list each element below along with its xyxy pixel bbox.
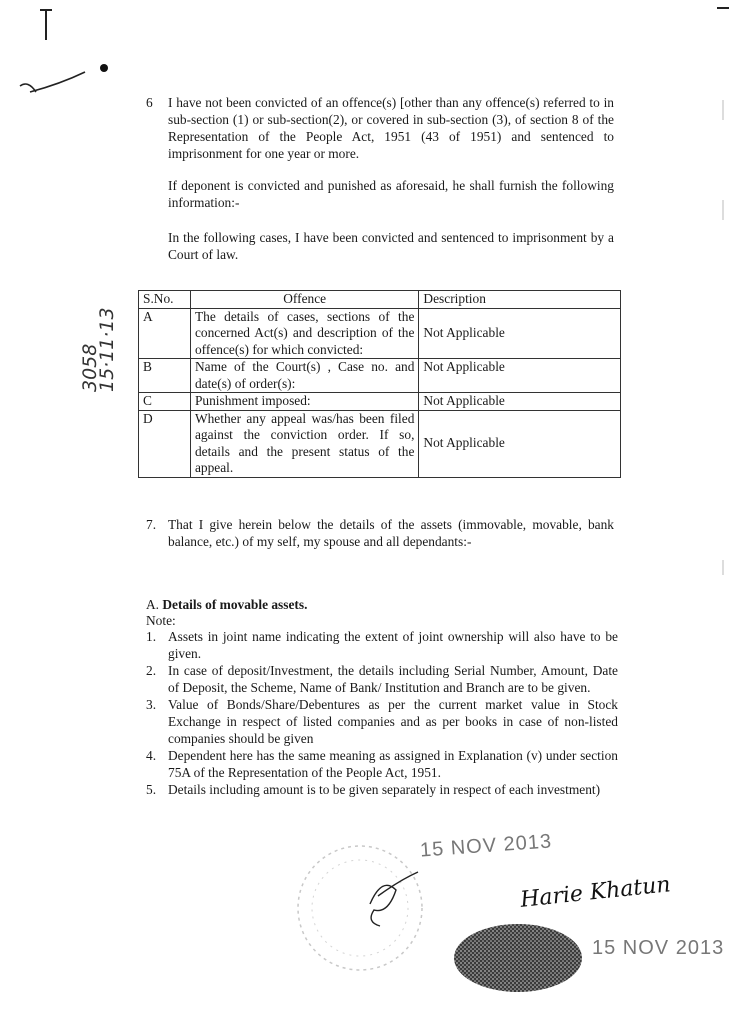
row-offence: The details of cases, sections of the concerned Act(s) and description of the offence(s) for which convicted: bbox=[190, 308, 418, 359]
signature: Harie Khatun bbox=[519, 872, 672, 913]
row-sno: B bbox=[139, 359, 191, 393]
date-stamp-bottom: 15 NOV 2013 bbox=[592, 937, 725, 959]
paragraph-7-number: 7. bbox=[146, 517, 157, 532]
list-item bbox=[146, 628, 618, 662]
conviction-table bbox=[138, 290, 621, 478]
notes-list bbox=[146, 628, 618, 798]
list-item bbox=[146, 747, 618, 781]
seal-stamp bbox=[270, 830, 440, 980]
note-number: 5. bbox=[146, 782, 157, 797]
note-number: 3. bbox=[146, 697, 157, 712]
table-header-row bbox=[139, 291, 621, 309]
paragraph-6 bbox=[146, 94, 614, 162]
section-a-heading bbox=[146, 596, 307, 613]
table-row bbox=[139, 359, 621, 393]
margin-note: 3058 15·11·13 bbox=[79, 307, 118, 392]
section-a-prefix: A. bbox=[146, 597, 160, 612]
table-row bbox=[139, 308, 621, 359]
section-a-title: Details of movable assets. bbox=[162, 597, 308, 612]
header-description: Description bbox=[419, 291, 621, 309]
row-description: Not Applicable bbox=[419, 359, 621, 393]
note-text: Details including amount is to be given separately in respect of each investment) bbox=[168, 782, 601, 797]
conviction-statement: In the following cases, I have been convicted and sentenced to imprisonment by a Court of law. bbox=[168, 230, 614, 262]
header-offence: Offence bbox=[190, 291, 418, 309]
row-sno: A bbox=[139, 308, 191, 359]
paragraph-7-text: That I give herein below the details of the assets (immovable, movable, bank balance, etc.) of my self, my spouse and all dependants:- bbox=[168, 517, 614, 549]
note-number: 4. bbox=[146, 748, 157, 763]
note-text: Value of Bonds/Share/Debentures as per the current market value in Stock Exchange in respect of listed companies and as per books in case of non-listed companies should be given bbox=[168, 697, 618, 746]
paragraph-6-number: 6 bbox=[146, 95, 153, 110]
list-item bbox=[146, 781, 618, 798]
row-sno: C bbox=[139, 393, 191, 411]
list-item bbox=[146, 662, 618, 696]
table-row bbox=[139, 410, 621, 477]
note-text: In case of deposit/Investment, the details including Serial Number, Amount, Date of Deposit, the Scheme, Name of Bank/ Institution and Branch are to be given. bbox=[168, 663, 618, 695]
table-row bbox=[139, 393, 621, 411]
note-number: 1. bbox=[146, 629, 157, 644]
paragraph-6-text: I have not been convicted of an offence(s) [other than any offence(s) referred to in sub-section (1) or sub-section(2), or covered in sub-section (3), of section 8 of the Representation of the People Act, 1951 (43 of 1951) and sentenced to imprisonment for one year or more. bbox=[168, 95, 614, 161]
row-sno: D bbox=[139, 410, 191, 477]
row-offence: Punishment imposed: bbox=[190, 393, 418, 411]
row-description: Not Applicable bbox=[419, 308, 621, 359]
row-description: Not Applicable bbox=[419, 393, 621, 411]
list-item bbox=[146, 696, 618, 747]
scan-marks-right-edge bbox=[715, 0, 748, 700]
scan-marks-top-left bbox=[0, 0, 130, 100]
note-label: Note: bbox=[146, 613, 176, 628]
note-number: 2. bbox=[146, 663, 157, 678]
note-text: Dependent here has the same meaning as assigned in Explanation (v) under section 75A of the Representation of the People Act, 1951. bbox=[168, 748, 618, 780]
row-offence: Whether any appeal was/has been filed against the conviction order. If so, details and the present status of the appeal. bbox=[190, 410, 418, 477]
row-description: Not Applicable bbox=[419, 410, 621, 477]
deponent-instruction: If deponent is convicted and punished as aforesaid, he shall furnish the following information:- bbox=[168, 178, 614, 210]
thumbprint bbox=[448, 918, 588, 998]
date-stamp-top: 15 NOV 2013 bbox=[419, 830, 553, 862]
note-text: Assets in joint name indicating the extent of joint ownership will also have to be given. bbox=[168, 629, 618, 661]
header-sno: S.No. bbox=[139, 291, 191, 309]
row-offence: Name of the Court(s) , Case no. and date(s) of order(s): bbox=[190, 359, 418, 393]
paragraph-7 bbox=[146, 516, 614, 550]
